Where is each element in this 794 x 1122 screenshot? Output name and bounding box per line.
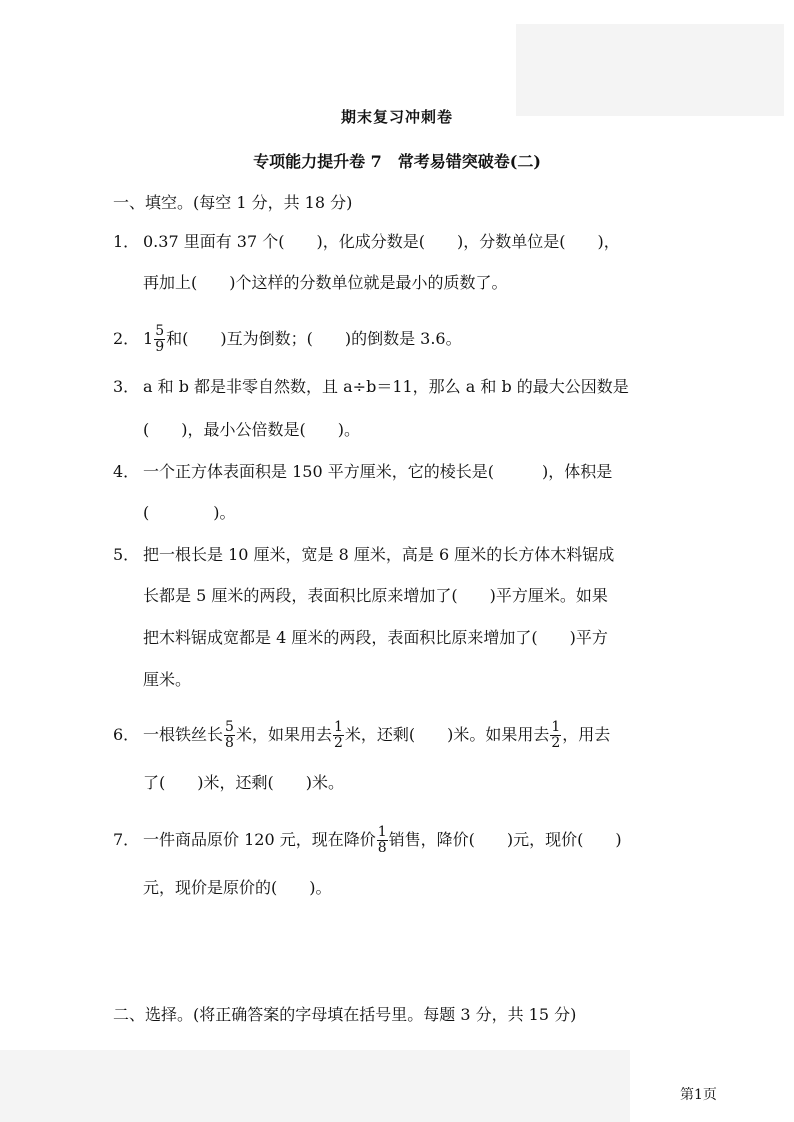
question-number: 3． [113, 377, 140, 396]
page-subtitle: 专项能力提升卷 7 常考易错突破卷(二) [253, 152, 541, 171]
fraction [550, 720, 561, 751]
question-2 [113, 324, 462, 355]
question-text: 销售，降价( )元，现价( ) [388, 830, 622, 849]
numerator: 5 [225, 719, 234, 735]
page-title: 期末复习冲刺卷 [340, 108, 453, 126]
question-7-line-2: 元，现价是原价的( )。 [143, 878, 332, 897]
denominator: 2 [551, 735, 561, 751]
question-number: 7． [113, 830, 140, 849]
question-text: ，用去 [562, 725, 611, 744]
gray-header-block [516, 24, 784, 116]
mixed-whole: 1 [143, 329, 154, 348]
denominator: 2 [333, 735, 343, 751]
numerator: 1 [377, 824, 387, 840]
question-text: 米，还剩( )米。如果用去 [344, 725, 550, 744]
question-text: 把一根长是 10 厘米，宽是 8 厘米，高是 6 厘米的长方体木料锯成 [143, 545, 615, 564]
question-text: 米，如果用去 [235, 725, 332, 744]
numerator: 5 [155, 323, 165, 339]
question-1-line-2: 再加上( )个这样的分数单位就是最小的质数了。 [143, 273, 508, 292]
question-number: 1． [113, 232, 140, 251]
question-number: 6． [113, 725, 140, 744]
question-number: 5． [113, 545, 140, 564]
question-number: 2． [113, 329, 140, 348]
question-text: 0.37 里面有 37 个( )，化成分数是( )，分数单位是( )， [143, 232, 620, 251]
question-5-line-4: 厘米。 [143, 670, 192, 689]
fraction [224, 720, 235, 751]
question-4-line-1 [113, 462, 612, 482]
gray-footer-block [0, 1050, 630, 1122]
question-number: 4． [113, 462, 140, 481]
section2-heading: 二、选择。(将正确答案的字母填在括号里。每题 3 分，共 15 分) [113, 1005, 577, 1024]
question-text: a 和 b 都是非零自然数，且 a÷b＝11，那么 a 和 b 的最大公因数是 [143, 377, 629, 396]
fraction [333, 720, 344, 751]
denominator: 8 [377, 840, 387, 856]
question-5-line-3: 把木料锯成宽都是 4 厘米的两段，表面积比原来增加了( )平方 [143, 628, 608, 647]
question-4-line-2: ( )。 [143, 503, 236, 522]
denominator: 8 [225, 735, 234, 751]
question-text: 一件商品原价 120 元，现在降价 [143, 830, 376, 849]
question-5-line-1 [113, 545, 614, 565]
question-3-line-2: ( )，最小公倍数是( )。 [143, 420, 360, 439]
question-6-line-2: 了( )米，还剩( )米。 [143, 773, 344, 792]
question-text: 一根铁丝长 [143, 725, 224, 744]
question-5-line-2: 长都是 5 厘米的两段，表面积比原来增加了( )平方厘米。如果 [143, 586, 608, 605]
question-text: 和( )互为倒数；( )的倒数是 3.6。 [166, 329, 462, 348]
question-3-line-1 [113, 377, 629, 397]
question-6-line-1 [113, 720, 610, 751]
numerator: 1 [333, 719, 343, 735]
question-1-line-1 [113, 232, 620, 252]
question-text: 一个正方体表面积是 150 平方厘米，它的棱长是( )，体积是 [143, 462, 613, 481]
section1-heading: 一、填空。(每空 1 分，共 18 分) [113, 193, 353, 212]
denominator: 9 [155, 339, 165, 355]
fraction [377, 825, 388, 856]
question-7-line-1 [113, 825, 622, 856]
page-number: 第1页 [680, 1087, 717, 1103]
fraction [154, 324, 165, 355]
numerator: 1 [551, 719, 561, 735]
